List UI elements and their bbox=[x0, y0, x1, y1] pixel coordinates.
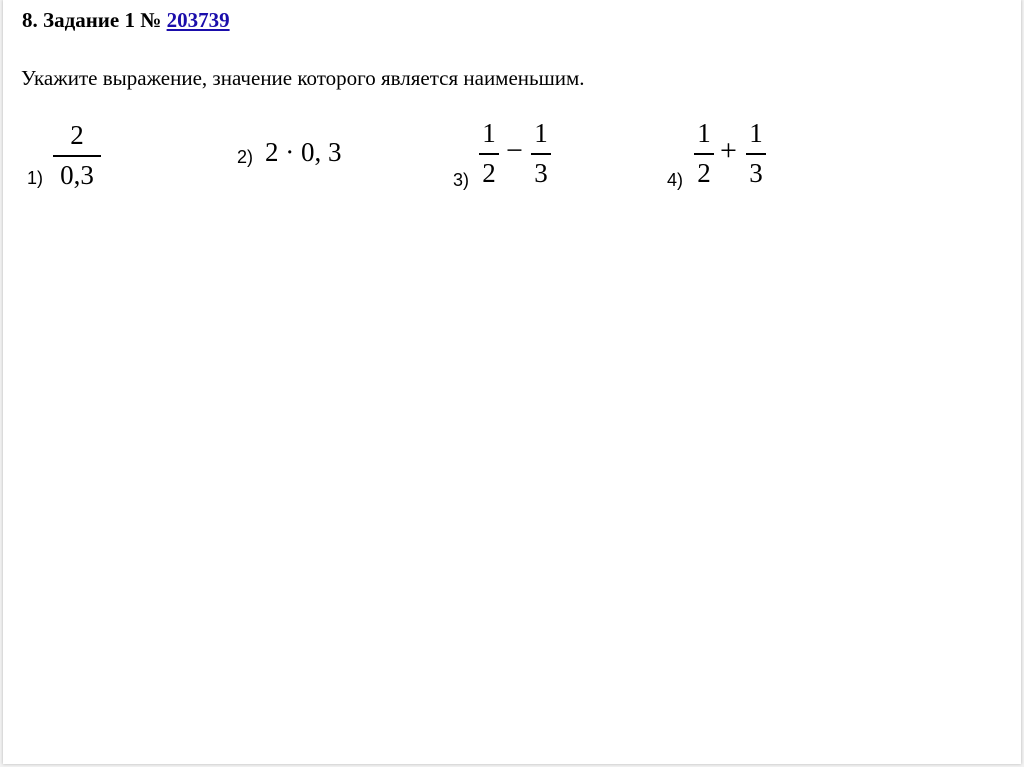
option-1[interactable] bbox=[23, 118, 123, 198]
fraction-bar bbox=[694, 153, 714, 155]
option-4-left-numerator: 1 bbox=[697, 118, 711, 148]
option-4-right-denominator: 3 bbox=[749, 158, 763, 188]
option-1-fraction bbox=[53, 122, 101, 189]
option-3-right-denominator: 3 bbox=[534, 158, 548, 188]
option-1-numerator: 2 bbox=[70, 120, 84, 150]
document-page bbox=[3, 0, 1021, 764]
fraction-bar bbox=[479, 153, 499, 155]
question-text: Укажите выражение, значение которого является наименьшим. bbox=[21, 66, 585, 90]
task-heading bbox=[22, 8, 230, 33]
option-3-label: 3) bbox=[453, 170, 470, 190]
option-2-expression: 2 · 0, 3 bbox=[265, 137, 342, 167]
option-4-left-fraction bbox=[694, 120, 714, 187]
task-number-link[interactable]: 203739 bbox=[166, 8, 230, 32]
option-3-left-fraction bbox=[479, 120, 499, 187]
option-1-denominator: 0,3 bbox=[60, 160, 94, 190]
fraction-bar bbox=[746, 153, 766, 155]
fraction-bar bbox=[531, 153, 551, 155]
option-3-right-numerator: 1 bbox=[534, 118, 548, 148]
option-3-left-numerator: 1 bbox=[482, 118, 496, 148]
option-3-right-fraction bbox=[531, 120, 551, 187]
option-4[interactable] bbox=[665, 118, 775, 198]
option-2[interactable] bbox=[235, 135, 355, 175]
option-4-label: 4) bbox=[667, 170, 684, 190]
option-1-label: 1) bbox=[27, 168, 44, 188]
option-3[interactable] bbox=[451, 118, 561, 198]
option-2-label: 2) bbox=[237, 147, 254, 167]
option-3-left-denominator: 2 bbox=[482, 158, 496, 188]
fraction-bar bbox=[53, 155, 101, 157]
option-4-right-fraction bbox=[746, 120, 766, 187]
plus-operator: + bbox=[720, 134, 737, 167]
task-prefix: 8. Задание 1 № bbox=[22, 8, 167, 32]
minus-operator: − bbox=[506, 134, 523, 167]
option-4-right-numerator: 1 bbox=[749, 118, 763, 148]
option-4-left-denominator: 2 bbox=[697, 158, 711, 188]
